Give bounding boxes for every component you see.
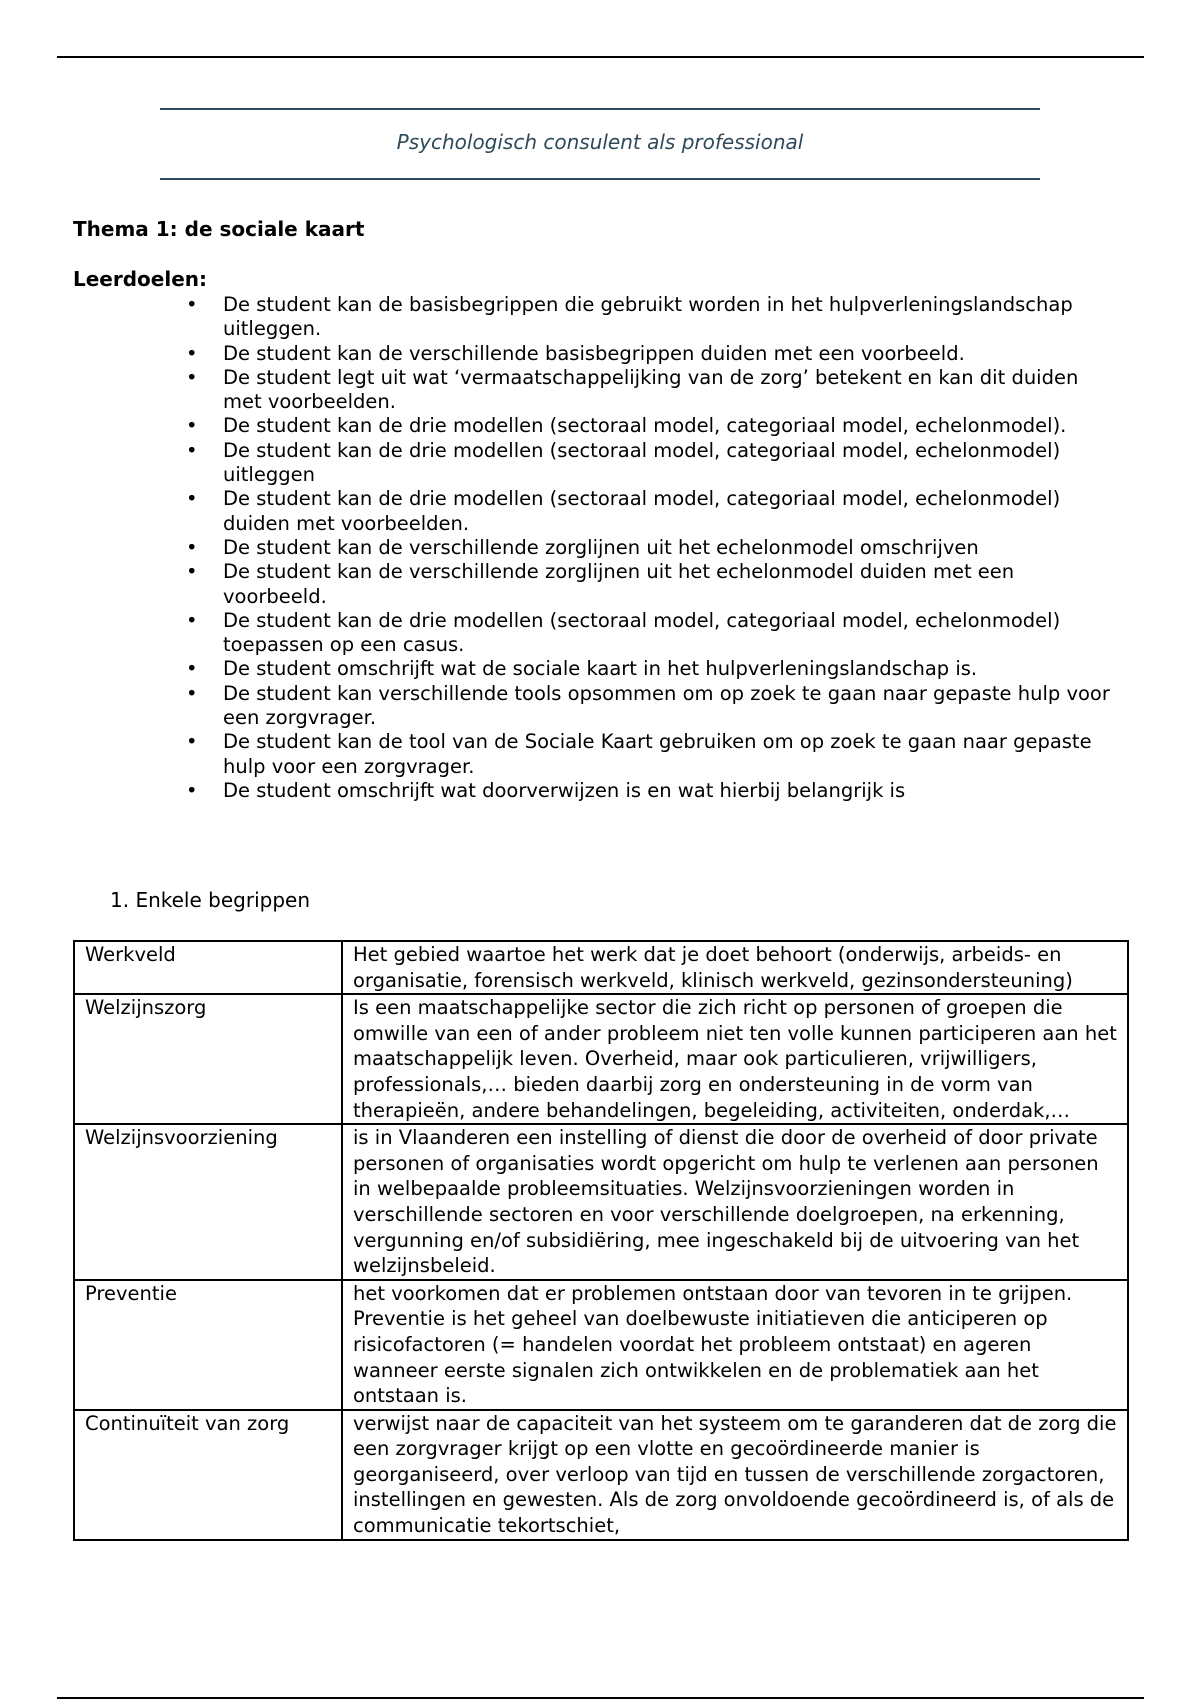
learning-goal-item: • De student kan de verschillende zorglijnen uit het echelonmodel omschrijven (223, 536, 1123, 560)
term-cell: Continuïteit van zorg (74, 1410, 342, 1540)
table-row (74, 994, 1128, 1124)
learning-goal-item: • De student kan de drie modellen (sectoraal model, categoriaal model, echelonmodel) toepassen op een casus. (223, 609, 1123, 658)
table-row (74, 1124, 1128, 1280)
learning-goal-item: • De student kan de verschillende basisbegrippen duiden met een voorbeeld. (223, 342, 1123, 366)
term-cell: Welzijnsvoorziening (74, 1124, 342, 1280)
learning-goal-item: • De student omschrijft wat de sociale kaart in het hulpverleningslandschap is. (223, 657, 1123, 681)
term-cell: Werkveld (74, 941, 342, 994)
table-row (74, 1410, 1128, 1540)
learning-goal-item: • De student kan verschillende tools opsommen om op zoek te gaan naar gepaste hulp voor een zorgvrager. (223, 682, 1123, 731)
terms-table (73, 940, 1129, 1541)
learning-goals-list (223, 293, 1123, 803)
bottom-rule (57, 1697, 1144, 1699)
learning-goal-item: • De student kan de basisbegrippen die gebruikt worden in het hulpverleningslandschap uitleggen. (223, 293, 1123, 342)
learning-goal-item: • De student omschrijft wat doorverwijzen is en wat hierbij belangrijk is (223, 779, 1123, 803)
definition-cell: Is een maatschappelijke sector die zich richt op personen of groepen die omwille van een of ander probleem niet ten volle kunnen participeren aan het maatschappelijk leven. Overheid, maar ook particulieren, vrijwilligers, professionals,… bieden daarbij zorg en ondersteuning in de vorm van therapieën, andere behandelingen, begeleiding, activiteiten, onderdak,… (342, 994, 1128, 1124)
term-cell: Preventie (74, 1280, 342, 1410)
learning-goals-heading: Leerdoelen: (73, 267, 208, 291)
section-heading: 1. Enkele begrippen (110, 888, 310, 912)
top-rule (57, 56, 1144, 58)
table-row (74, 941, 1128, 994)
learning-goal-item: • De student kan de drie modellen (sectoraal model, categoriaal model, echelonmodel) duiden met voorbeelden. (223, 487, 1123, 536)
definition-cell: het voorkomen dat er problemen ontstaan door van tevoren in te grijpen. Preventie is het geheel van doelbewuste initiatieven die anticiperen op risicofactoren (= handelen voordat het probleem ontstaat) en ageren wanneer eerste signalen zich ontwikkelen en de problematiek aan het ontstaan is. (342, 1280, 1128, 1410)
document-header (160, 108, 1040, 180)
header-title: Psychologisch consulent als professional (396, 130, 804, 154)
learning-goal-item: • De student kan de drie modellen (sectoraal model, categoriaal model, echelonmodel) uitleggen (223, 439, 1123, 488)
term-cell: Welzijnszorg (74, 994, 342, 1124)
learning-goal-item: • De student kan de tool van de Sociale Kaart gebruiken om op zoek te gaan naar gepaste hulp voor een zorgvrager. (223, 730, 1123, 779)
definition-cell: Het gebied waartoe het werk dat je doet behoort (onderwijs, arbeids- en organisatie, forensisch werkveld, klinisch werkveld, gezinsondersteuning) (342, 941, 1128, 994)
learning-goal-item: • De student kan de drie modellen (sectoraal model, categoriaal model, echelonmodel). (223, 414, 1123, 438)
learning-goal-item: • De student legt uit wat ‘vermaatschappelijking van de zorg’ betekent en kan dit duiden met voorbeelden. (223, 366, 1123, 415)
learning-goal-item: • De student kan de verschillende zorglijnen uit het echelonmodel duiden met een voorbeeld. (223, 560, 1123, 609)
definition-cell: is in Vlaanderen een instelling of dienst die door de overheid of door private personen of organisaties wordt opgericht om hulp te verlenen aan personen in welbepaalde probleemsituaties. Welzijnsvoorzieningen worden in verschillende sectoren en voor verschillende doelgroepen, na erkenning, vergunning en/of subsidiëring, mee ingeschakeld bij de uitvoering van het welzijnsbeleid. (342, 1124, 1128, 1280)
definition-cell: verwijst naar de capaciteit van het systeem om te garanderen dat de zorg die een zorgvrager krijgt op een vlotte en gecoördineerde manier is georganiseerd, over verloop van tijd en tussen de verschillende zorgactoren, instellingen en gewesten. Als de zorg onvoldoende gecoördineerd is, of als de communicatie tekortschiet, (342, 1410, 1128, 1540)
theme-title: Thema 1: de sociale kaart (73, 217, 365, 241)
table-row (74, 1280, 1128, 1410)
